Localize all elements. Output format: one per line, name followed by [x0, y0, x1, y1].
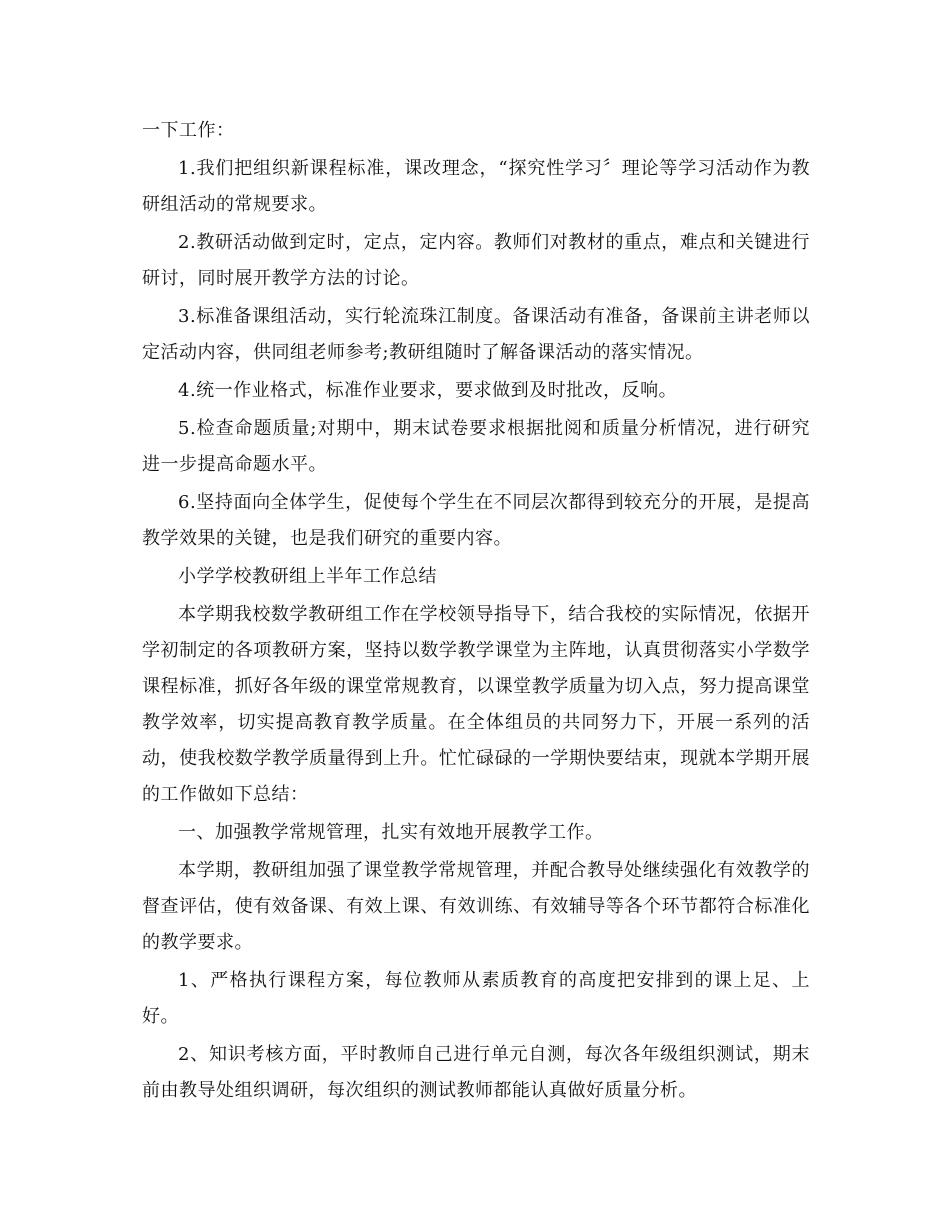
paragraph-item-2: 2.教研活动做到定时，定点，定内容。教师们对教材的重点，难点和关键进行研讨，同时展开教学方法的讨论。 [142, 232, 810, 289]
paragraph-summary-intro: 本学期我校数学教研组工作在学校领导指导下，结合我校的实际情况，依据开学初制定的各项教研方案，坚持以数学教学课堂为主阵地，认真贯彻落实小学数学课程标准，抓好各年级的课堂常规教育，以课堂教学质量为切入点，努力提高课堂教学效率，切实提高教育教学质量。在全体组员的共同努力下，开展一系列的活动，使我校数学教学质量得到上升。忙忙碌碌的一学期快要结束，现就本学期开展的工作做如下总结： [142, 604, 810, 805]
paragraph-point-2: 2、知识考核方面，平时教师自己进行单元自测，每次各年级组织测试，期末前由教导处组织调研，每次组织的测试教师都能认真做好质量分析。 [142, 1044, 810, 1101]
document-body [142, 113, 810, 1111]
paragraph-intro: 一下工作： [142, 120, 235, 141]
paragraph-point-1: 1、严格执行课程方案，每位教师从素质教育的高度把安排到的课上足、上好。 [142, 970, 810, 1027]
paragraph-item-4: 4.统一作业格式，标准作业要求，要求做到及时批改，反响。 [178, 380, 678, 401]
section-heading-1: 一、加强教学常规管理，扎实有效地开展教学工作。 [178, 822, 604, 843]
paragraph-item-5: 5.检查命题质量;对期中，期末试卷要求根据批阅和质量分析情况，进行研究进一步提高命题水平。 [142, 418, 810, 475]
section-title: 小学学校教研组上半年工作总结 [178, 566, 437, 587]
paragraph-section-1: 本学期，教研组加强了课堂教学常规管理，并配合教导处继续强化有效教学的督查评估，使有效备课、有效上课、有效训练、有效辅导等各个环节都符合标准化的教学要求。 [142, 860, 810, 953]
paragraph-item-1: 1.我们把组织新课程标准，课改理念，“探究性学习〞理论等学习活动作为教研组活动的常规要求。 [142, 158, 810, 215]
paragraph-item-6: 6.坚持面向全体学生，促使每个学生在不同层次都得到较充分的开展，是提高教学效果的关键，也是我们研究的重要内容。 [142, 492, 810, 549]
paragraph-item-3: 3.标准备课组活动，实行轮流珠江制度。备课活动有准备，备课前主讲老师以定活动内容，供同组老师参考;教研组随时了解备课活动的落实情况。 [142, 306, 810, 363]
